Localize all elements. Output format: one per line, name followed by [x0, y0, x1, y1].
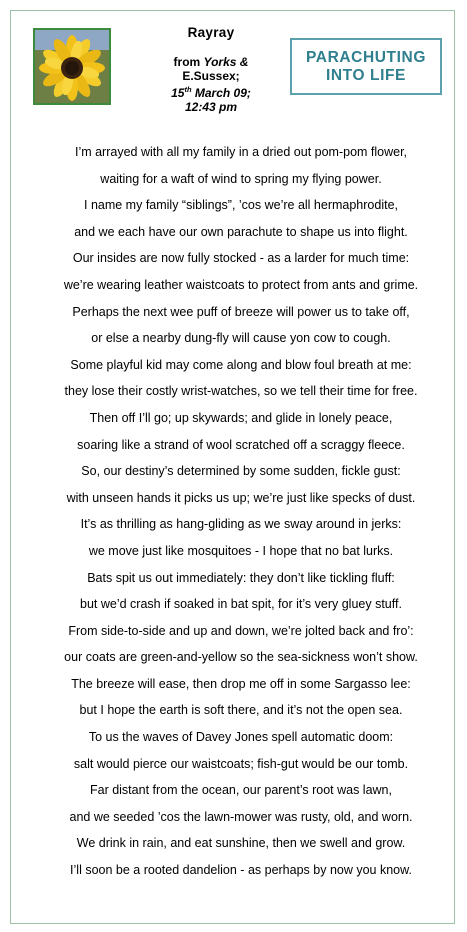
- author-name: Rayray: [187, 25, 235, 40]
- date-rest: March 09;: [191, 86, 251, 100]
- date-suffix: th: [184, 85, 192, 94]
- poem-line: I name my family “siblings”, ’cos we’re all hermaphrodite,: [84, 198, 398, 213]
- poem-line: To us the waves of Davey Jones spell automatic doom:: [88, 730, 394, 745]
- poem-line: From side-to-side and up and down, we’re jolted back and fro’:: [68, 623, 414, 638]
- poem-line: and we each have our own parachute to shape us into flight.: [74, 224, 408, 239]
- poem-line: or else a nearby dung-fly will cause yon cow to cough.: [91, 331, 391, 346]
- post-time: 12:43 pm: [184, 100, 238, 114]
- title-box: [290, 38, 442, 95]
- poem-line: Then off I’ll go; up skywards; and glide in lonely peace,: [89, 410, 393, 425]
- from-prefix: from: [173, 55, 204, 69]
- poem-line: with unseen hands it picks us up; we’re just like specks of dust.: [66, 490, 416, 505]
- poem-line: they lose their costly wrist-watches, so we tell their time for free.: [64, 384, 418, 399]
- poem-line: Far distant from the ocean, our parent’s root was lawn,: [89, 783, 392, 798]
- poem-line: our coats are green-and-yellow so the sea-sickness won’t show.: [64, 650, 418, 665]
- from-place-2: E.Sussex;: [182, 69, 240, 83]
- poem-line: we move just like mosquitoes - I hope that no bat lurks.: [88, 543, 394, 558]
- poem-line: salt would pierce our waistcoats; fish-gut would be our tomb.: [73, 756, 409, 771]
- poem-line: It’s as thrilling as hang-gliding as we sway around in jerks:: [80, 517, 402, 532]
- sunflower-photo: [33, 28, 111, 105]
- from-line: [146, 55, 276, 69]
- post-date: [146, 83, 276, 100]
- poem-line: but we’d crash if soaked in bat spit, for it’s very gluey stuff.: [80, 597, 402, 612]
- poem-line: we’re wearing leather waistcoats to protect from ants and grime.: [63, 277, 419, 292]
- poem-card: [10, 10, 455, 924]
- poem-title: PARACHUTING INTO LIFE: [306, 48, 426, 84]
- poem-line: and we seeded ’cos the lawn-mower was rusty, old, and worn.: [69, 809, 413, 824]
- poem-line: So, our destiny’s determined by some sudden, fickle gust:: [81, 464, 401, 479]
- poem-line: Bats spit us out immediately: they don’t like tickling fluff:: [87, 570, 395, 585]
- date-day: 15: [171, 86, 185, 100]
- poem-body: [31, 139, 451, 884]
- poem-line: Perhaps the next wee puff of breeze will power us to take off,: [72, 304, 410, 319]
- poem-line: We drink in rain, and eat sunshine, then we swell and grow.: [76, 836, 406, 851]
- poem-line: Our insides are now fully stocked - as a larder for much time:: [72, 251, 410, 266]
- from-place: Yorks &: [203, 55, 249, 69]
- poem-line: Some playful kid may come along and blow foul breath at me:: [70, 357, 412, 372]
- poem-line: The breeze will ease, then drop me off in some Sargasso lee:: [71, 676, 411, 691]
- poem-line: soaring like a strand of wool scratched off a scraggy fleece.: [77, 437, 405, 452]
- poem-line: I’m arrayed with all my family in a dried out pom-pom flower,: [74, 145, 408, 159]
- sunflower-icon: [35, 30, 109, 103]
- poem-line: but I hope the earth is soft there, and it’s not the open sea.: [79, 703, 403, 718]
- post-meta: [146, 55, 276, 114]
- poem-line: waiting for a waft of wind to spring my flying power.: [100, 171, 382, 186]
- poem-line: I’ll soon be a rooted dandelion - as perhaps by now you know.: [70, 863, 412, 878]
